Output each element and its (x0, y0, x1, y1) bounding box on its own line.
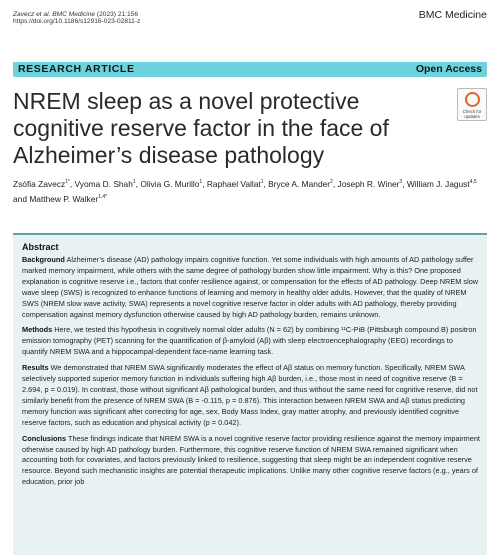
author-affiliation: 1 (260, 179, 264, 185)
updates-icon (465, 92, 480, 107)
updates-badge-line1: Check for (462, 109, 482, 114)
citation-authors: Zavecz et al. BMC Medicine (13, 11, 96, 18)
open-access-label: Open Access (415, 63, 482, 75)
author-list: Zsófia Zavecz$^{1*}$, Vyoma D. Shah$^1$, Olivia G. Murillo$^1$, Raphael Vallat$^1$, Bryce A. Mander$^2$, Joseph R. Winer$^3$, William J. Jagust$^{4,5}$ and Matthew P. Walker$^{1,4*}$ (13, 178, 477, 204)
author-affiliation: 4,5 (469, 179, 477, 185)
author-name[interactable]: Matthew P. Walker (29, 193, 99, 204)
author-name[interactable]: Raphael Vallat (206, 178, 261, 189)
abstract-section-text: These findings indicate that NREM SWA is a novel cognitive reserve factor providing resilience against the memory impairment otherwise caused by high AD pathology burden. Furthermore, this cognitive reserve function of NREM SWA remained significant when accounting both for covariates, and factors previously linked to resilience, suggesting that sleep might be an independent cognitive reserve resource. Beyond such mechanistic insights are potential therapeutic implications. Unlike many other cognitive reserve factors (e.g., years of education, prior job (22, 433, 480, 487)
citation-year: (2023) 21:156 (95, 11, 138, 18)
author-affiliation: 2 (330, 179, 333, 185)
abstract-section-background (22, 255, 480, 320)
updates-badge-text (458, 109, 486, 119)
abstract-heading: Abstract (22, 242, 59, 252)
author-affiliation: 1 (132, 179, 136, 185)
abstract-section-label: Background (22, 255, 65, 264)
author-affiliation: 3 (399, 179, 403, 185)
abstract-box (13, 233, 487, 555)
article-title: NREM sleep as a novel protective cognitive reserve factor in the face of Alzheimer’s disease pathology (13, 88, 389, 168)
author-name[interactable]: Olivia G. Murillo (140, 178, 200, 189)
abstract-section-text: We demonstrated that NREM SWA significantly moderates the effect of Aβ status on memory function. Specifically, NREM SWA selectively supported superior memory function in individuals suffering high Aβ burden, i.e., those most in need of cognitive reserve (B = 2.694, p = 0.019). In contrast, those without significant Aβ pathological burden, and thus without the same need for cognitive reserve, did not similarly benefit from the presence of NREM SWA (B = -0.115, p = 0.876). This interaction between NREM SWA and Aβ status predicting memory function was significant after correcting for age, sex, Body Mass Index, gray matter atrophy, and previously identified cognitive reserve factors, such as education and physical activity (p = 0.042). (22, 363, 478, 427)
page-header (13, 6, 487, 30)
abstract-section-text: Here, we tested this hypothesis in cognitively normal older adults (N = 62) by combining ¹¹C-PiB (Pittsburgh compound B) positron emission tomography (PET) scanning for the quantification of β-amyloid (Aβ) with sleep electroencephalography (EEG) recordings to quantify NREM SWA and a hippocampal-dependent face-name learning task. (22, 325, 477, 357)
abstract-section-text: Alzheimer’s disease (AD) pathology impairs cognitive function. Yet some individuals with high amounts of AD pathology suffer marked memory impairment, while others with the same degree of pathology burden show little impairment. Why is this? One proposed explanation is cognitive reserve i.e., factors that confer resilience against, or compensation for the effects of AD pathology. Deep NREM slow wave sleep (SWS) is recognized to enhance functions of learning and memory in healthy older adults. However, that the quality of NREM SWS (NREM slow wave activity, SWA) represents a novel cognitive reserve factor in older adults with AD pathology, thereby providing compensation against memory dysfunction otherwise caused by high AD pathology burden, remains unknown. (22, 255, 479, 319)
author-name[interactable]: Vyoma D. Shah (74, 178, 133, 189)
author-affiliation: 1 (199, 179, 203, 185)
author-affiliation: 1,4* (98, 193, 108, 200)
author-name[interactable]: Bryce A. Mander (268, 178, 331, 189)
abstract-section-results (22, 363, 480, 428)
author-name[interactable]: Zsófia Zavecz (13, 178, 66, 189)
abstract-section-label: Conclusions (22, 433, 67, 443)
updates-badge-line2: updates (464, 114, 480, 119)
author-name[interactable]: William J. Jagust (406, 178, 470, 189)
author-name[interactable]: Joseph R. Winer (337, 178, 400, 189)
citation-line (13, 11, 140, 25)
abstract-section-label: Results (22, 363, 49, 373)
journal-name: BMC Medicine (418, 9, 487, 21)
author-affiliation: 1* (65, 179, 70, 185)
abstract-body (22, 255, 480, 493)
abstract-section-conclusions (22, 434, 480, 489)
abstract-section-label: Methods (22, 325, 53, 335)
doi-link[interactable]: https://doi.org/10.1186/s12916-023-02811-z (13, 18, 141, 25)
check-for-updates-badge[interactable] (457, 88, 487, 121)
abstract-section-methods (22, 325, 480, 358)
article-type-banner (13, 62, 487, 77)
article-type-label: RESEARCH ARTICLE (18, 63, 135, 75)
